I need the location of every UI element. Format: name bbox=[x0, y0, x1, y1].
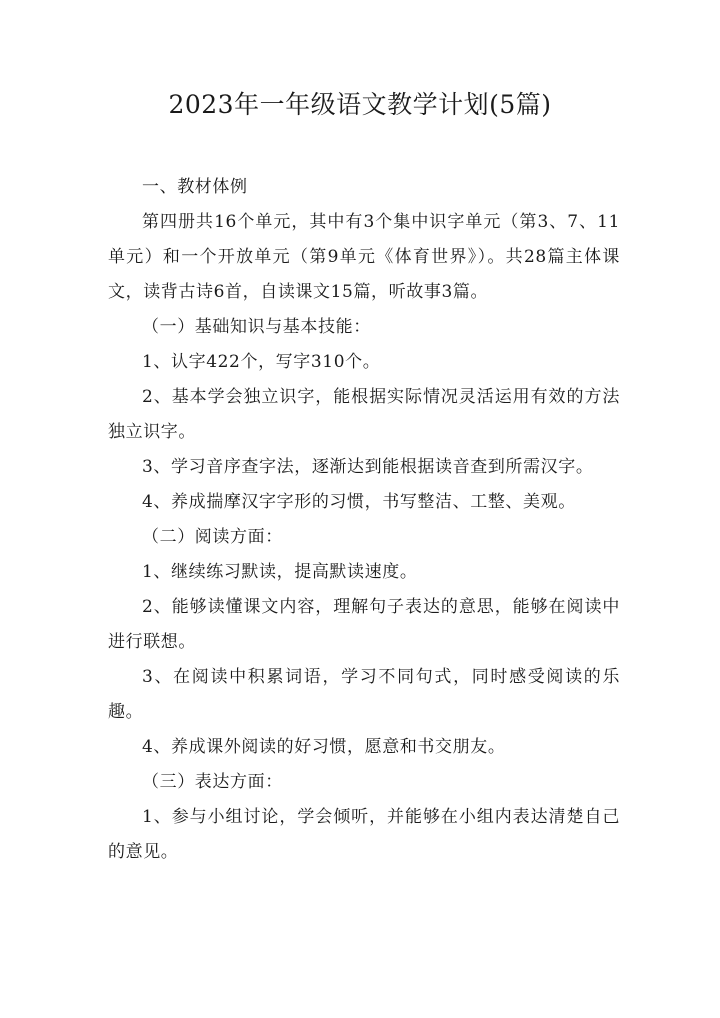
list-item: 4、养成课外阅读的好习惯，愿意和书交朋友。 bbox=[142, 737, 506, 757]
list-item: 2、能够读懂课文内容，理解句子表达的意思，能够在阅读中进行联想。 bbox=[108, 597, 620, 652]
subsection-heading-reading: （二）阅读方面： bbox=[142, 527, 283, 547]
paragraph-textbook-overview: 第四册共16个单元，其中有3个集中识字单元（第3、7、11单元）和一个开放单元（第9单元《体育世界》）。共28篇主体课文，读背古诗6首，自读课文15篇，听故事3篇。 bbox=[108, 212, 620, 302]
section-heading-textbook-structure: 一、教材体例 bbox=[142, 177, 248, 197]
subsection-heading-basic-skills: （一）基础知识与基本技能： bbox=[142, 317, 371, 337]
list-item: 4、养成揣摩汉字字形的习惯，书写整洁、工整、美观。 bbox=[142, 492, 576, 512]
document-title: 2023年一年级语文教学计划(5篇) bbox=[168, 90, 552, 119]
list-item: 3、在阅读中积累词语，学习不同句式，同时感受阅读的乐趣。 bbox=[108, 667, 620, 722]
list-item: 3、学习音序查字法，逐渐达到能根据读音查到所需汉字。 bbox=[142, 457, 594, 477]
list-item: 1、继续练习默读，提高默读速度。 bbox=[142, 562, 418, 582]
list-item: 2、基本学会独立识字，能根据实际情况灵活运用有效的方法独立识字。 bbox=[108, 387, 620, 442]
list-item: 1、认字422个，写字310个。 bbox=[142, 352, 381, 372]
document-body bbox=[108, 170, 620, 870]
subsection-heading-expression: （三）表达方面： bbox=[142, 772, 283, 792]
list-item: 1、参与小组讨论，学会倾听，并能够在小组内表达清楚自己的意见。 bbox=[108, 807, 620, 862]
